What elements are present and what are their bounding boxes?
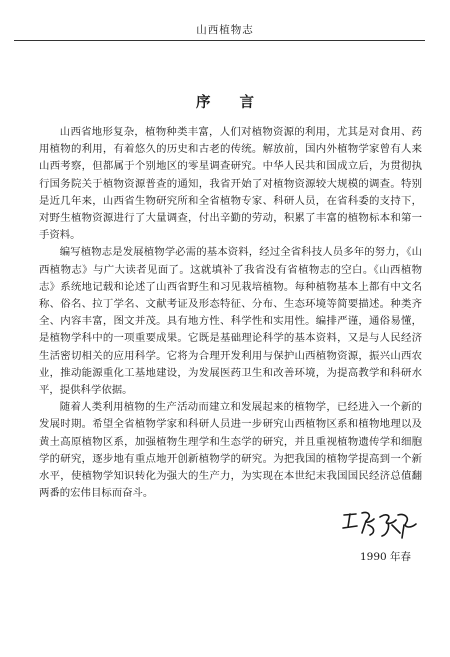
paragraph-1: 山西省地形复杂，植物种类丰富，人们对植物资源的利用，尤其是对食用、药用植物的利用，有着悠久的历史和古老的传统。解放前，国内外植物学家曾有人来山西考察，但都属于个别地区的零星调查研究。中华人民共和国成立后，为贯彻执行国务院关于植物资源普查的通知，我省开始了对植物资源较大规模的调查。特别是近几年来，山西省生物研究所和全省植物专家、科研人员，在省科委的支持下，对野生植物资源进行了大量调查，付出辛勤的劳动，积累了丰富的植物标本和第一手资料。 — [39, 126, 422, 242]
handwritten-signature — [340, 505, 420, 541]
preface-body — [39, 124, 422, 502]
paragraph-3: 随着人类利用植物的生产活动而建立和发展起来的植物学，已经进入一个新的发展时期。希望全省植物学家和科研人员进一步研究山西植物区系和植物地理以及黄土高原植物区系，加强植物生理学和生态学的研究，并且重视植物遗传学和细胞学的研究，逐步地有重点地开创新植物学的研究。为把我国的植物学提高到一个新水平，使植物学知识转化为强大的生产力，为实现在本世纪末我国国民经济总值翻两番的宏伟目标而奋斗。 — [39, 401, 422, 500]
header-divider — [14, 40, 425, 41]
page-title: 序 言 — [195, 94, 267, 111]
header-title: 山西植物志 — [196, 24, 254, 36]
signature-date: 1990 年春 — [360, 551, 412, 563]
paragraph-2: 编写植物志是发展植物学必需的基本资料，经过全省科技人员多年的努力，《山西植物志》与广大读者见面了。这就填补了我省没有省植物志的空白。《山西植物志》系统地记载和论述了山西省野生和习见栽培植物。每种植物基本上都有中文名称、俗名、拉丁学名、文献考证及形态特征、分布、生态环境等简要描述。种类齐全、内容丰富，图文并茂。具有地方性、科学性和实用性。编排严谨，通俗易懂，是植物学科中的一项重要成果。它既是基础理论科学的基本资料，又是与人民经济生活密切相关的应用科学。它将为合理开发利用与保护山西植物资源，振兴山西农业，推动能源重化工基地建设，为发展医药卫生和改善环境，为提高教学和科研水平，提供科学依据。 — [39, 246, 422, 397]
